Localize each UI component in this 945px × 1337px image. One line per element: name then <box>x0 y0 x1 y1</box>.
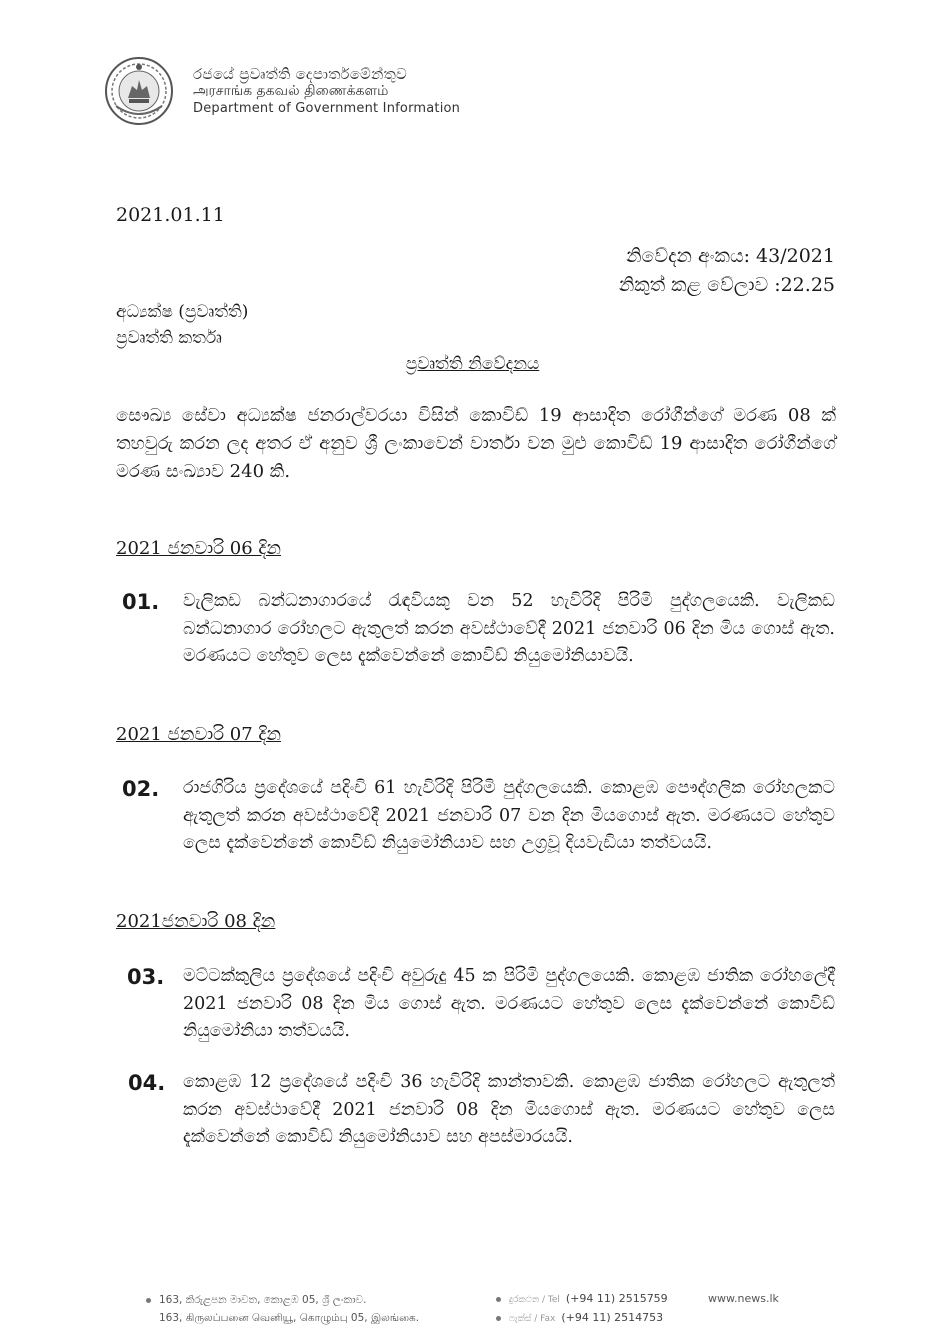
sri-lanka-government-emblem-icon <box>104 56 174 126</box>
department-name <box>193 66 460 118</box>
footer-address-sinhala-text: 163, කිරුළපන මාවත, කොළඹ 05, ශ්‍රී ලංකාව. <box>159 1294 367 1306</box>
footer-address-tamil <box>146 1312 419 1325</box>
recipient-news-editor: ප්‍රවෘත්ති කර්තෘ <box>116 328 222 348</box>
bullet-icon <box>146 1298 151 1303</box>
release-number: නිවේදන අංකය: 43/2021 <box>626 245 835 267</box>
item-number: 01. <box>122 590 160 614</box>
item-number: 02. <box>122 777 160 801</box>
fax-label: ෆැක්ස් / Fax <box>509 1314 556 1324</box>
recipient-director-news: අධ්‍යක්ෂ (ප්‍රවෘත්ති) <box>116 302 249 322</box>
fax-number: (+94 11) 2514753 <box>561 1311 664 1324</box>
item-number: 03. <box>127 965 165 989</box>
telephone-label: දුරකථන / Tel <box>509 1295 560 1305</box>
release-date: 2021.01.11 <box>116 204 225 226</box>
page-title <box>0 354 945 374</box>
release-time: නිකුත් කළ වේලාව :22.25 <box>618 274 835 296</box>
footer-address-sinhala <box>146 1294 366 1307</box>
department-name-sinhala: රජයේ ප්‍රවෘත්ති දෙපාර්තමේන්තුව <box>193 65 408 83</box>
section-date-heading: 2021ජනවාරි 08 දින <box>116 911 276 932</box>
bullet-icon <box>496 1316 501 1321</box>
item-text: මට්ටක්කුලිය ප්‍රදේශයේ පදිංචි අවුරුදු 45 ක පිරිමි පුද්ගලයෙකි. කොළඹ ජාතික රෝහලේදී 2021 ජනවාරි 08 දින මිය ගොස් ඇත. මරණයට හේතුව ලෙස දැක්වෙන්නේ කොවිඩ් නියුමෝනියා තත්වයයි. <box>183 966 835 1041</box>
department-name-tamil: அரசாங்க தகவல் திணைக்களம் <box>193 83 389 99</box>
footer-address-tamil-text: 163, கிருலப்பனை வெனியூ, கொழும்பு 05, இலங்கை. <box>159 1312 420 1324</box>
bullet-icon <box>496 1297 501 1302</box>
telephone-number: (+94 11) 2515759 <box>565 1292 668 1305</box>
page-title-text: ප්‍රවෘත්ති නිවේදනය <box>405 354 540 374</box>
section-date-heading: 2021 ජනවාරි 06 දින <box>116 538 282 559</box>
footer-telephone <box>496 1292 668 1305</box>
intro-paragraph: සෞඛ්‍ය සේවා අධ්‍යක්ෂ ජනරාල්වරයා විසින් කොවිඩ් 19 ආසාදිත රෝගීන්ගේ මරණ 08 ක් තහවුරු කරන ලද අතර ඒ අනුව ශ්‍රී ලංකාවෙන් වාර්තා වන මුළු කොවිඩ් 19 ආසාදිත රෝගීන්ගේ මරණ සංඛ්‍යාව 240 කි. <box>116 405 836 482</box>
item-number: 04. <box>128 1071 166 1095</box>
footer-fax <box>496 1311 663 1324</box>
item-text: කොළඹ 12 ප්‍රදේශයේ පදිංචි 36 හැවිරිදි කාන්තාවකි. කොළඹ ජාතික රෝහලට ඇතුලත් කරන අවස්ථාවේදී 2021 ජනවාරි 08 දින මියගොස් ඇත. මරණයට හේතුව ලෙස දැක්වෙන්නේ කොවිඩ් නියුමෝනියාව සහ අපස්මාරයයි. <box>183 1072 835 1147</box>
footer-website: www.news.lk <box>708 1292 779 1305</box>
department-name-english: Department of Government Information <box>193 101 461 116</box>
item-text: වැලිකඩ බන්ධනාගාරයේ රැඳවියකු වන 52 හැවිරිදි පිරිමි පුද්ගලයෙකි. වැලිකඩ බන්ධනාගාර රෝහලට ඇතුලත් කරන අවස්ථාවේදී 2021 ජනවාරි 06 දින මිය ගොස් ඇත. මරණයට හේතුව ලෙස දැක්වෙන්නේ කොවිඩ් නියුමෝනියාවයි. <box>183 591 835 666</box>
item-text: රාජගිරිය ප්‍රදේශයේ පදිංචි 61 හැවිරිදි පිරිමි පුද්ගලයෙකි. කොළඹ පෞද්ගලික රෝහලකට ඇතුලත් කරන අවස්ථාවේදී 2021 ජනවාරි 07 වන දින මියගොස් ඇත. මරණයට හේතුව ලෙස දැක්වෙන්නේ කොවිඩ් නියුමෝනියාව සහ උග්‍රවූ දියවැඩියා තත්වයයි. <box>183 778 835 853</box>
section-date-heading: 2021 ජනවාරි 07 දින <box>116 724 282 745</box>
